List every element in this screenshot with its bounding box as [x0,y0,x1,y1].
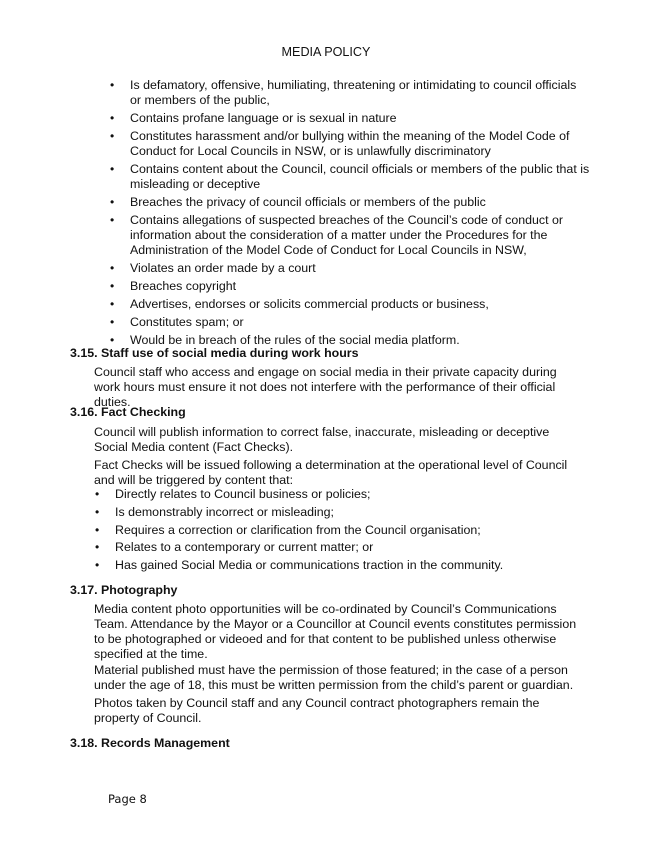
list-item: • Breaches copyright [130,279,590,294]
list-item: • Advertises, endorses or solicits commercial products or business, [130,297,590,312]
list-item: • Contains profane language or is sexual in nature [130,111,590,126]
list-item: • Constitutes spam; or [130,315,590,330]
list-item: • Relates to a contemporary or current matter; or [115,540,585,555]
list-item: • Contains content about the Council, council officials or members of the public that is misleading or deceptive [130,162,590,192]
list-item: • Is defamatory, offensive, humiliating, threatening or intimidating to council officials or members of the public, [130,78,590,108]
section-3-17-paragraph-1: Media content photo opportunities will be co-ordinated by Council’s Communications Team. Attendance by the Mayor or a Councillor at Council events constitutes permission to be photographed or videoed and for that content to be published unless otherwise specified at the time. [94,602,577,661]
section-3-17-paragraph-2: Material published must have the permission of those featured; in the case of a person under the age of 18, this must be written permission from the child’s parent or guardian. [94,663,574,692]
list-item: • Violates an order made by a court [130,261,590,276]
page-number: Page 8 [108,792,147,806]
list-item: • Directly relates to Council business or policies; [115,487,585,502]
section-heading-3-18: 3.18. Records Management [70,736,230,750]
list-item: • Would be in breach of the rules of the social media platform. [130,333,590,348]
list-item: • Constitutes harassment and/or bullying within the meaning of the Model Code of Conduct for Local Councils in NSW, or is unlawfully discriminatory [130,129,590,159]
section-3-17-paragraph-3: Photos taken by Council staff and any Council contract photographers remain the property of Council. [94,696,540,725]
section-heading-3-17: 3.17. Photography [70,583,178,597]
list-item: • Is demonstrably incorrect or misleading; [115,505,585,520]
section-3-16-paragraph-1: Council will publish information to correct false, inaccurate, misleading or deceptive Social Media content (Fact Checks). [94,425,550,454]
fact-check-trigger-list [115,487,585,576]
list-item: • Contains allegations of suspected breaches of the Council’s code of conduct or information about the consideration of a matter under the Procedures for the Administration of the Model Code of Conduct for Local Councils in NSW, [130,213,590,258]
section-3-15-paragraph: Council staff who access and engage on social media in their private capacity during work hours must ensure it not does not interfere with the performance of their official duties. [94,365,557,409]
section-3-16-paragraph-2: Fact Checks will be issued following a determination at the operational level of Council and will be triggered by content that: [94,458,568,487]
list-item: • Breaches the privacy of council officials or members of the public [130,195,590,210]
page-header: MEDIA POLICY [281,45,371,59]
list-item: • Has gained Social Media or communications traction in the community. [115,558,585,573]
section-heading-3-15: 3.15. Staff use of social media during work hours [70,346,359,360]
section-heading-3-16: 3.16. Fact Checking [70,405,186,419]
list-item: • Requires a correction or clarification from the Council organisation; [115,523,585,538]
prohibited-content-list [130,78,590,351]
